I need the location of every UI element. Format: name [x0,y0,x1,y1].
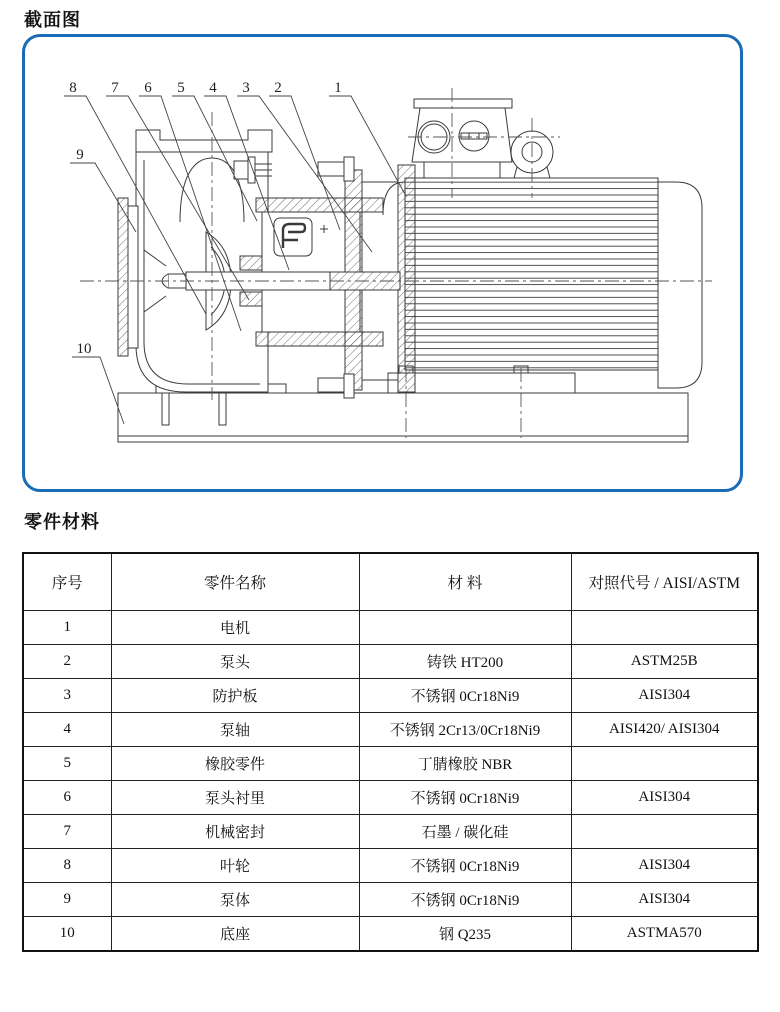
col-header-index: 序号 [23,553,111,611]
cell-code: AISI304 [571,883,758,917]
table-row [23,611,758,645]
table-row [23,679,758,713]
table-row [23,917,758,952]
cell-part-name: 泵体 [111,883,359,917]
cell-code [571,815,758,849]
cell-material [359,611,571,645]
col-header-part-name: 零件名称 [111,553,359,611]
callout-5: 5 [177,80,185,96]
cell-part-name: 防护板 [111,679,359,713]
cell-code: AISI304 [571,679,758,713]
table-row [23,747,758,781]
cell-material: 石墨 / 碳化硅 [359,815,571,849]
table-header-row [23,553,758,611]
materials-table [22,552,759,952]
cell-code [571,611,758,645]
cell-index: 4 [23,713,111,747]
drawing-linework [64,88,712,442]
callout-8: 8 [69,80,77,96]
terminal-box [412,99,512,178]
cell-code [571,747,758,781]
callout-7: 7 [111,80,119,96]
cell-part-name: 泵头衬里 [111,781,359,815]
table-row [23,849,758,883]
callout-4: 4 [209,80,217,96]
table-row [23,883,758,917]
cell-part-name: 泵头 [111,645,359,679]
motor-body [383,178,702,388]
cell-index: 10 [23,917,111,952]
pump-cross-section-drawing [22,34,743,492]
cell-part-name: 叶轮 [111,849,359,883]
callout-6: 6 [144,80,152,96]
table-row [23,781,758,815]
cell-material: 不锈钢 0Cr18Ni9 [359,781,571,815]
callout-3: 3 [242,80,250,96]
cell-material: 铸铁 HT200 [359,645,571,679]
cell-index: 8 [23,849,111,883]
cell-part-name: 泵轴 [111,713,359,747]
cell-material: 不锈钢 0Cr18Ni9 [359,849,571,883]
cell-part-name: 电机 [111,611,359,645]
cell-code: AISI420/ AISI304 [571,713,758,747]
callout-10: 10 [76,341,92,357]
cell-code: ASTM25B [571,645,758,679]
table-row [23,645,758,679]
callout-2: 2 [274,80,282,96]
cell-part-name: 机械密封 [111,815,359,849]
col-header-code: 对照代号 / AISI/ASTM [571,553,758,611]
cell-part-name: 橡胶零件 [111,747,359,781]
cell-index: 3 [23,679,111,713]
motor-flange [398,165,415,392]
col-header-material: 材 料 [359,553,571,611]
cell-index: 1 [23,611,111,645]
cell-material: 钢 Q235 [359,917,571,952]
cell-index: 7 [23,815,111,849]
section-title-parts-materials: 零件材料 [24,512,100,533]
cell-code: ASTMA570 [571,917,758,952]
section-title-cross-section: 截面图 [24,10,81,31]
cell-material: 不锈钢 0Cr18Ni9 [359,883,571,917]
table-row [23,713,758,747]
cell-code: AISI304 [571,849,758,883]
cell-code: AISI304 [571,781,758,815]
cell-material: 不锈钢 0Cr18Ni9 [359,679,571,713]
table-row [23,815,758,849]
cell-index: 9 [23,883,111,917]
cell-index: 5 [23,747,111,781]
callout-9: 9 [76,147,84,163]
base-plate [118,393,688,442]
cell-index: 6 [23,781,111,815]
cell-part-name: 底座 [111,917,359,952]
cell-material: 不锈钢 2Cr13/0Cr18Ni9 [359,713,571,747]
cell-index: 2 [23,645,111,679]
callout-1: 1 [334,80,342,96]
cell-material: 丁腈橡胶 NBR [359,747,571,781]
